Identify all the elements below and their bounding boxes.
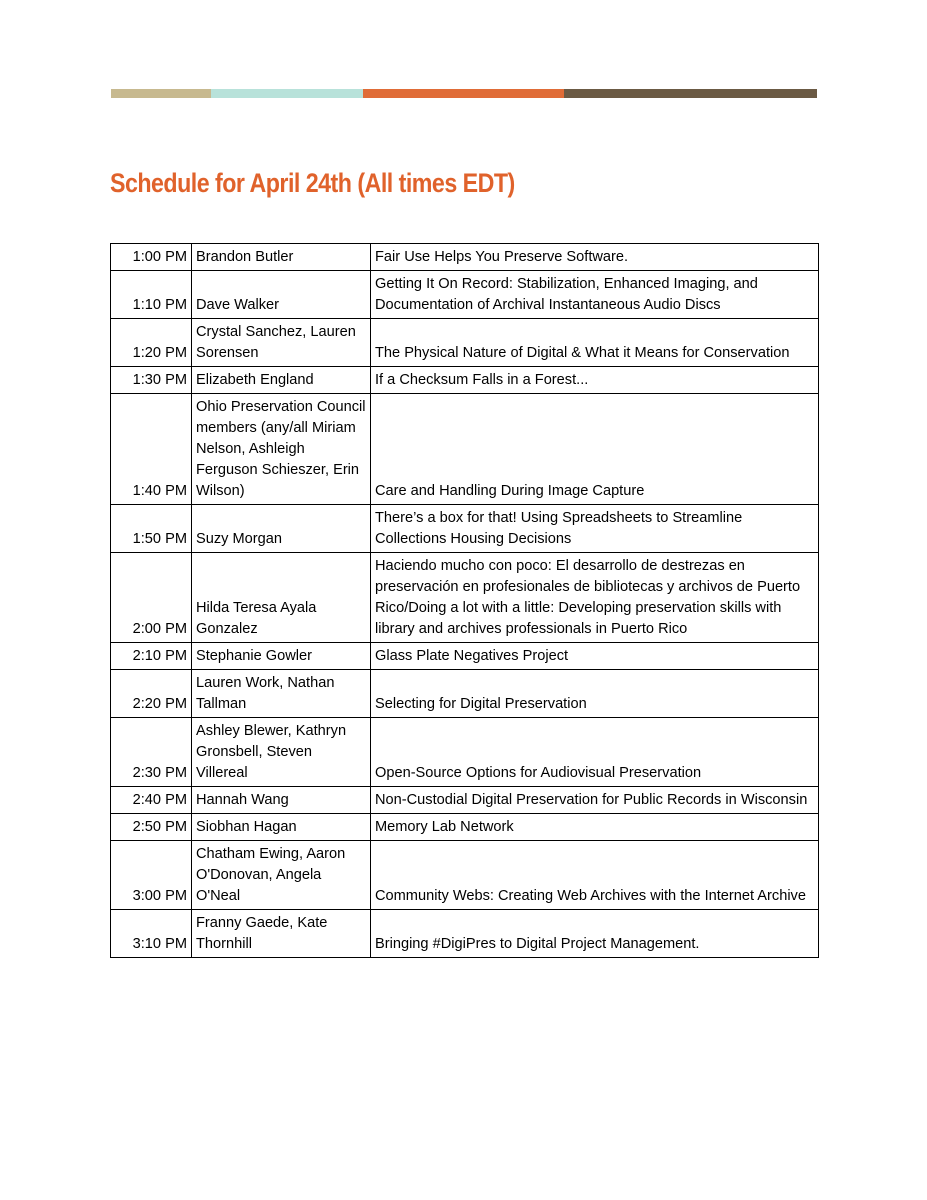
speaker-cell: Suzy Morgan bbox=[192, 505, 371, 553]
table-row bbox=[111, 787, 819, 814]
schedule-table bbox=[110, 243, 819, 958]
speaker-cell: Franny Gaede, Kate Thornhill bbox=[192, 910, 371, 958]
time-cell: 1:40 PM bbox=[111, 394, 192, 505]
time-cell: 3:00 PM bbox=[111, 841, 192, 910]
table-row bbox=[111, 271, 819, 319]
table-row bbox=[111, 319, 819, 367]
table-row bbox=[111, 553, 819, 643]
session-cell: If a Checksum Falls in a Forest... bbox=[371, 367, 819, 394]
session-cell: Fair Use Helps You Preserve Software. bbox=[371, 244, 819, 271]
speaker-cell: Dave Walker bbox=[192, 271, 371, 319]
table-row bbox=[111, 841, 819, 910]
time-cell: 2:00 PM bbox=[111, 553, 192, 643]
time-cell: 2:40 PM bbox=[111, 787, 192, 814]
time-cell: 3:10 PM bbox=[111, 910, 192, 958]
speaker-cell: Brandon Butler bbox=[192, 244, 371, 271]
table-row bbox=[111, 394, 819, 505]
time-cell: 2:20 PM bbox=[111, 670, 192, 718]
speaker-cell: Lauren Work, Nathan Tallman bbox=[192, 670, 371, 718]
color-bar-segment bbox=[564, 89, 817, 98]
table-row bbox=[111, 670, 819, 718]
session-cell: Haciendo mucho con poco: El desarrollo de destrezas en preservación en profesionales de bibliotecas y archivos de Puerto Rico/Doing a lot with a little: Developing preservation skills with library and archives professionals in Puerto Rico bbox=[371, 553, 819, 643]
color-bar-segment bbox=[111, 89, 211, 98]
time-cell: 1:00 PM bbox=[111, 244, 192, 271]
session-cell: Care and Handling During Image Capture bbox=[371, 394, 819, 505]
time-cell: 2:50 PM bbox=[111, 814, 192, 841]
session-cell: Getting It On Record: Stabilization, Enhanced Imaging, and Documentation of Archival Instantaneous Audio Discs bbox=[371, 271, 819, 319]
session-cell: Open-Source Options for Audiovisual Preservation bbox=[371, 718, 819, 787]
table-row bbox=[111, 718, 819, 787]
page-title: Schedule for April 24th (All times EDT) bbox=[110, 168, 515, 198]
session-cell: Non-Custodial Digital Preservation for Public Records in Wisconsin bbox=[371, 787, 819, 814]
time-cell: 2:10 PM bbox=[111, 643, 192, 670]
color-bar-segment bbox=[363, 89, 564, 98]
speaker-cell: Crystal Sanchez, Lauren Sorensen bbox=[192, 319, 371, 367]
time-cell: 1:20 PM bbox=[111, 319, 192, 367]
session-cell: Glass Plate Negatives Project bbox=[371, 643, 819, 670]
session-cell: Memory Lab Network bbox=[371, 814, 819, 841]
table-row bbox=[111, 505, 819, 553]
color-bar-segment bbox=[211, 89, 363, 98]
table-row bbox=[111, 643, 819, 670]
speaker-cell: Stephanie Gowler bbox=[192, 643, 371, 670]
time-cell: 1:10 PM bbox=[111, 271, 192, 319]
speaker-cell: Chatham Ewing, Aaron O'Donovan, Angela O'Neal bbox=[192, 841, 371, 910]
session-cell: Bringing #DigiPres to Digital Project Management. bbox=[371, 910, 819, 958]
decorative-color-bar bbox=[111, 89, 817, 98]
time-cell: 1:30 PM bbox=[111, 367, 192, 394]
speaker-cell: Hilda Teresa Ayala Gonzalez bbox=[192, 553, 371, 643]
table-row bbox=[111, 244, 819, 271]
time-cell: 2:30 PM bbox=[111, 718, 192, 787]
speaker-cell: Ashley Blewer, Kathryn Gronsbell, Steven Villereal bbox=[192, 718, 371, 787]
session-cell: There’s a box for that! Using Spreadsheets to Streamline Collections Housing Decisions bbox=[371, 505, 819, 553]
time-cell: 1:50 PM bbox=[111, 505, 192, 553]
table-row bbox=[111, 814, 819, 841]
speaker-cell: Ohio Preservation Council members (any/all Miriam Nelson, Ashleigh Ferguson Schieszer, Erin Wilson) bbox=[192, 394, 371, 505]
speaker-cell: Siobhan Hagan bbox=[192, 814, 371, 841]
speaker-cell: Elizabeth England bbox=[192, 367, 371, 394]
session-cell: The Physical Nature of Digital & What it Means for Conservation bbox=[371, 319, 819, 367]
session-cell: Community Webs: Creating Web Archives with the Internet Archive bbox=[371, 841, 819, 910]
speaker-cell: Hannah Wang bbox=[192, 787, 371, 814]
schedule-table-body bbox=[111, 244, 819, 958]
session-cell: Selecting for Digital Preservation bbox=[371, 670, 819, 718]
table-row bbox=[111, 367, 819, 394]
table-row bbox=[111, 910, 819, 958]
